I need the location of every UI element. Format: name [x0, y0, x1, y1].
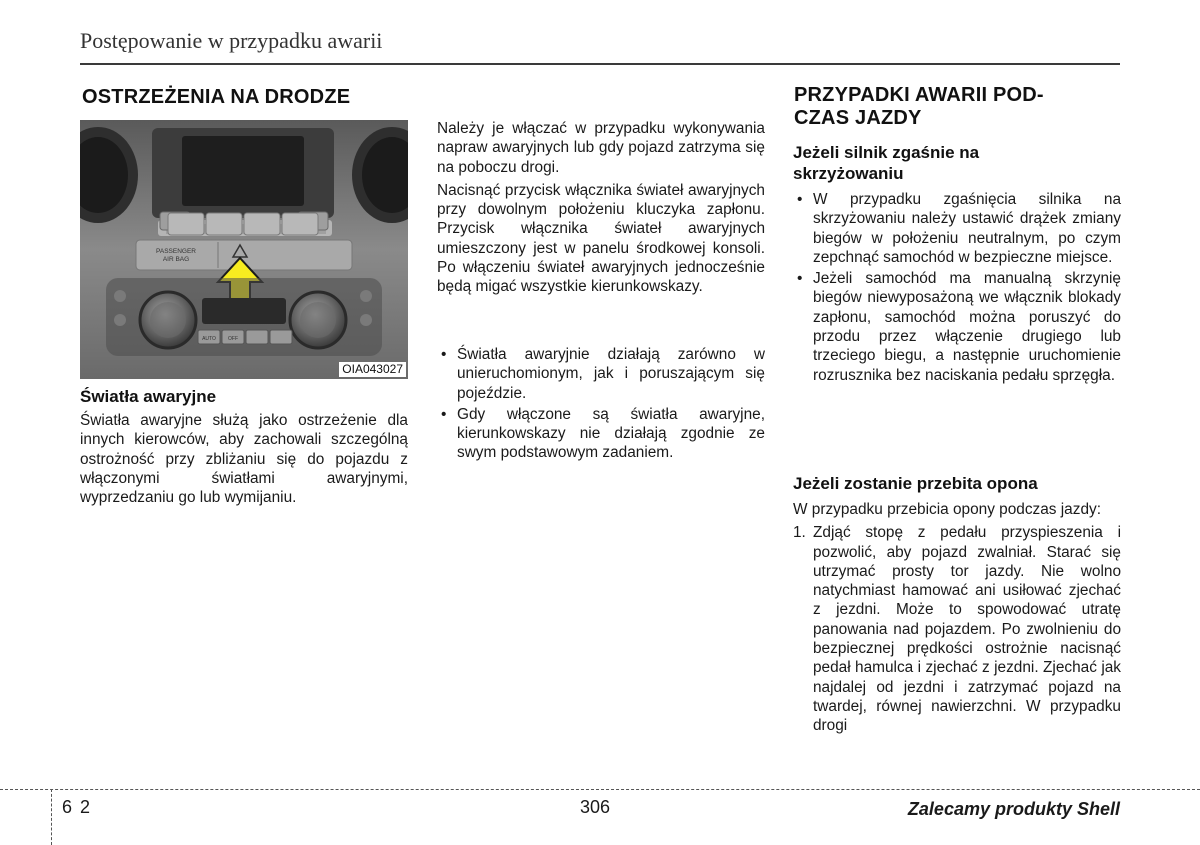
- subheading-hazard-lights: Światła awaryjne: [80, 387, 217, 406]
- list-item: • W przypadku zgaśnięcia silnika na skrzyżowaniu należy ustawić drążek zmiany biegów w położeniu neutralnym, po czym zepchnąć samochód w bezpieczne miejsce.: [793, 190, 1121, 267]
- flat-tire-section: [793, 500, 1121, 738]
- list-item: • Jeżeli samochód ma manualną skrzynię biegów niewyposażoną we włącznik blokady zapłonu, samochód można poruszyć do przodu przez włączenie drugiego lub trzeciego biegu, a następnie uruchomienie rozrusznika bez naciskania pedału sprzęgła.: [793, 269, 1121, 385]
- list-item: • Gdy włączone są światła awaryjne, kierunkowskazy nie działają zgodnie ze swym podstawowym zadaniem.: [437, 405, 765, 463]
- hazard-lights-paragraph: [80, 411, 408, 511]
- paragraph: W przypadku przebicia opony podczas jazdy:: [793, 501, 1101, 518]
- section-heading-breakdowns: PRZYPADKI AWARII POD- CZAS JAZDY: [794, 84, 1044, 129]
- figure-code: OIA043027: [339, 362, 406, 377]
- list-item: • Światła awaryjnie działają zarówno w unieruchomionym, jak i poruszającym się pojeździe.: [437, 345, 765, 403]
- header-rule: [80, 63, 1120, 65]
- middle-column: [437, 119, 765, 301]
- passenger-airbag-label: PASSENGER: [156, 248, 196, 255]
- middle-bullets: [437, 345, 765, 465]
- engine-stall-bullets: [793, 190, 1121, 387]
- subheading-engine-stall: Jeżeli silnik zgaśnie na skrzyżowaniu: [793, 143, 980, 183]
- footer-rule: [0, 789, 1200, 790]
- footer-brand: Zalecamy produkty Shell: [907, 799, 1120, 819]
- display-screen: [182, 136, 304, 206]
- section-heading-road-warnings: OSTRZEŻENIA NA DRODZE: [82, 86, 351, 108]
- svg-text:AUTO: AUTO: [202, 336, 216, 342]
- paragraph: Należy je włączać w przypadku wykonywania napraw awaryjnych lub gdy pojazd zatrzyma się na poboczu drogi.: [437, 120, 765, 176]
- running-head: Postępowanie w przypadku awarii: [80, 28, 383, 53]
- svg-text:AIR BAG: AIR BAG: [162, 256, 190, 263]
- paragraph: Światła awaryjne służą jako ostrzeżenie dla innych kierowców, aby zachowali szczególną ostrożność przy zbliżaniu się do pojazdu z włączonymi światłami awaryjnymi, wyprzedzaniu go lub wymijaniu.: [80, 412, 408, 507]
- page-number: 306: [580, 797, 611, 817]
- svg-text:OFF: OFF: [228, 336, 238, 342]
- footer-divider: [51, 789, 52, 845]
- subheading-flat-tire: Jeżeli zostanie przebita opona: [793, 474, 1038, 493]
- paragraph: Nacisnąć przycisk włącznika świateł awaryjnych przy dowolnym położeniu kluczyka zapłonu. Przycisk włącznika świateł awaryjnych umieszczony jest w panelu środkowej konsoli. Po włączeniu świateł awaryjnych jednocześnie będą migać wszystkie kierunkowskazy.: [437, 181, 765, 296]
- section-number: 6 2: [62, 797, 91, 817]
- list-item: 1. Zdjąć stopę z pedału przyspieszenia i pozwolić, aby pojazd zwalniał. Starać się utrzymać prosty tor jazdy. Nie wolno natychmiast hamować ani usiłować zjechać z jezdni. Może to spowodować utratę panowania nad pojazdem. Po zwolnieniu do bezpiecznej prędkości ostrożnie nacisnąć pedał hamulca i zjechać z jezdni. Zjechać jak najdalej od jezdni i zatrzymać pojazd na twardej, równej nawierzchni. W przypadku drogi: [793, 523, 1121, 735]
- hazard-switch-photo: [80, 120, 408, 379]
